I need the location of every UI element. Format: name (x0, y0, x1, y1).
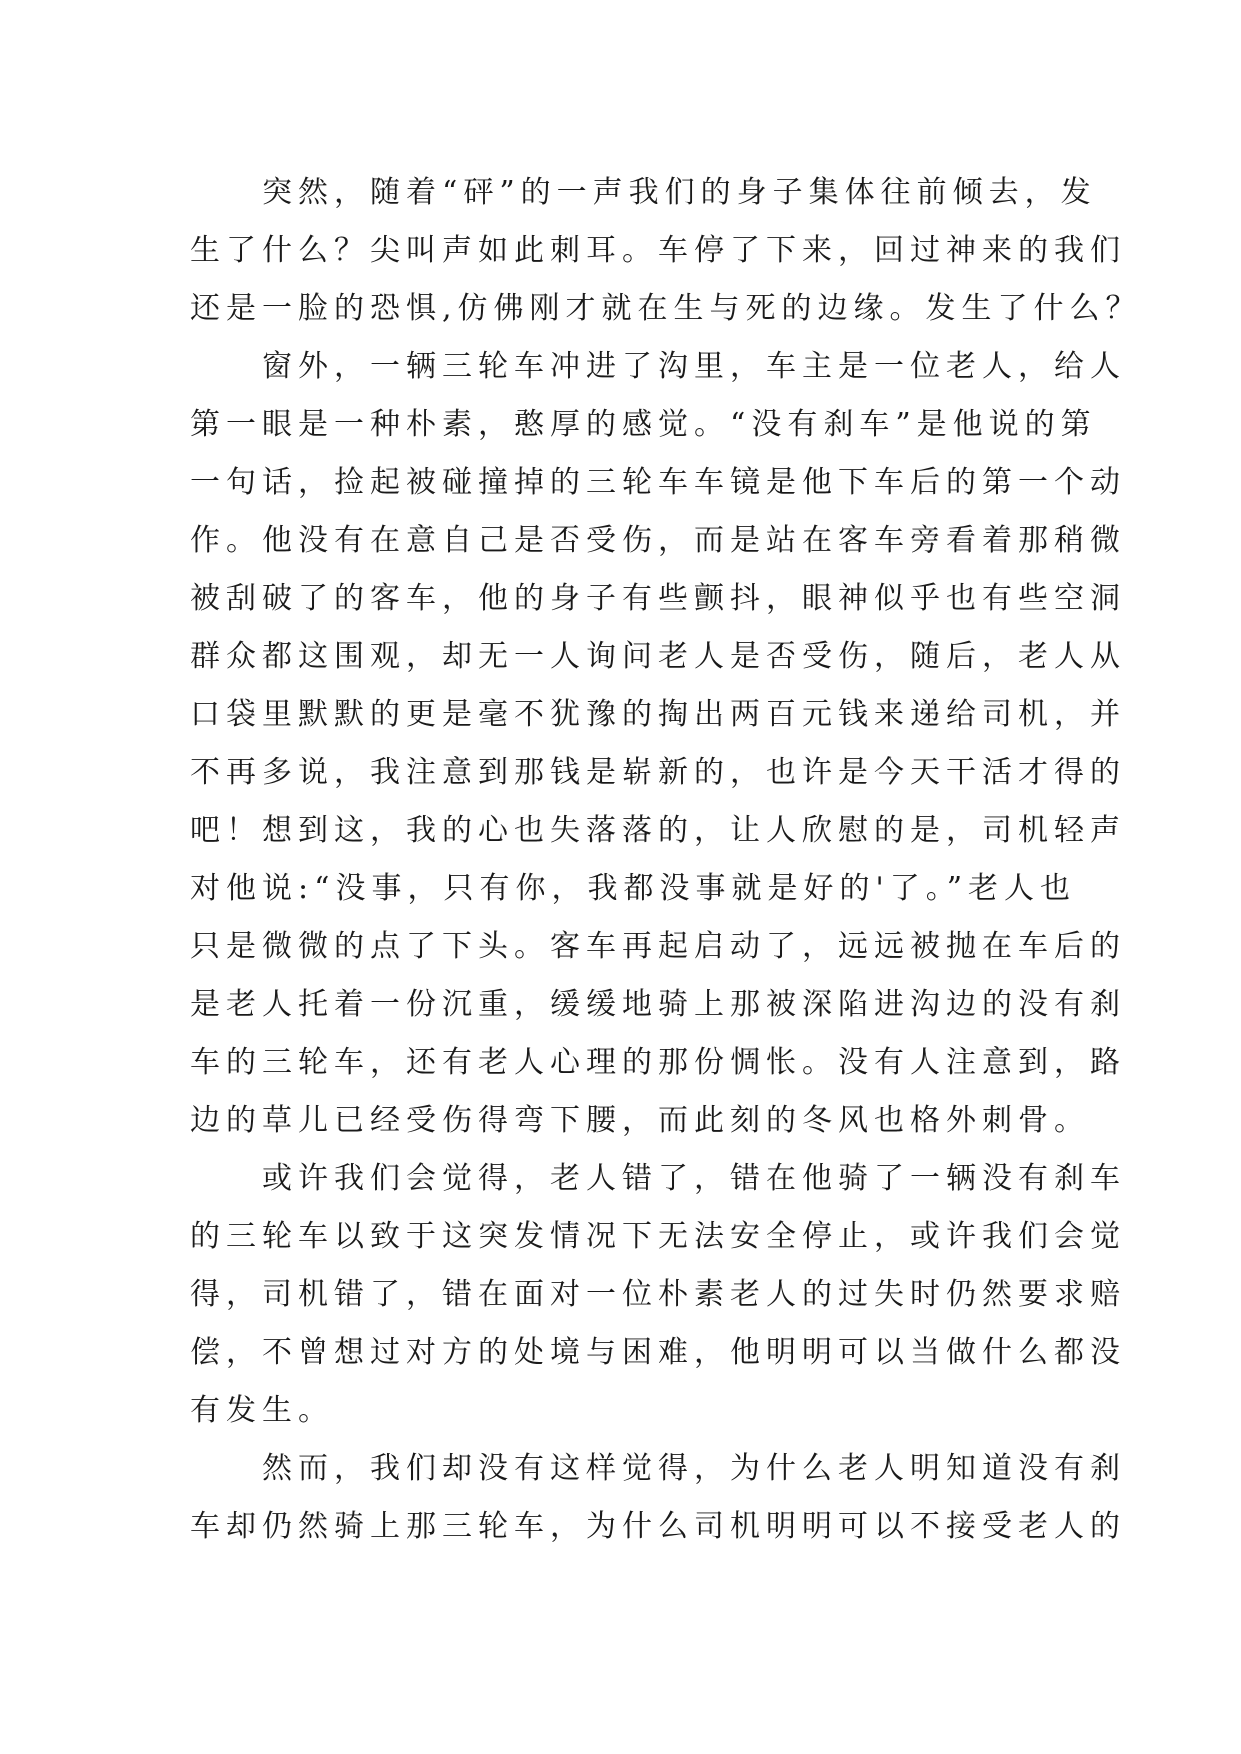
text-line: 车却仍然骑上那三轮车，为什么司机明明可以不接受老人的 (190, 1509, 1126, 1544)
text-line: 只是微微的点了下头。客车再起启动了，远远被抛在车后的 (190, 929, 1126, 964)
text-line: 吧！想到这，我的心也失落落的，让人欣慰的是，司机轻声 (190, 813, 1126, 848)
text-line: 生了什么？尖叫声如此刺耳。车停了下来，回过神来的我们 (190, 233, 1126, 268)
text-line: 作。他没有在意自己是否受伤，而是站在客车旁看着那稍微 (190, 523, 1126, 558)
text-line: 群众都这围观，却无一人询问老人是否受伤，随后，老人从 (190, 639, 1126, 674)
text-line: 窗外，一辆三轮车冲进了沟里，车主是一位老人，给人 (190, 349, 1126, 384)
text-line: 不再多说，我注意到那钱是崭新的，也许是今天干活才得的 (190, 755, 1126, 790)
text-line: 有发生。 (190, 1393, 334, 1428)
text-line: 被刮破了的客车，他的身子有些颤抖，眼神似乎也有些空洞 (190, 581, 1126, 616)
text-line: 对他说:“没事，只有你，我都没事就是好的'了。”老人也 (190, 871, 1077, 906)
text-line: 第一眼是一种朴素，憨厚的感觉。“没有刹车”是他说的第 (190, 407, 1097, 442)
text-line: 车的三轮车，还有老人心理的那份惆怅。没有人注意到，路 (190, 1045, 1126, 1080)
text-line: 的三轮车以致于这突发情况下无法安全停止，或许我们会觉 (190, 1219, 1126, 1254)
text-line: 边的草儿已经受伤得弯下腰，而此刻的冬风也格外刺骨。 (190, 1103, 1090, 1138)
text-line: 然而，我们却没有这样觉得，为什么老人明知道没有刹 (190, 1451, 1126, 1486)
text-line: 一句话，捡起被碰撞掉的三轮车车镜是他下车后的第一个动 (190, 465, 1126, 500)
text-line: 口袋里默默的更是毫不犹豫的掏出两百元钱来递给司机，并 (190, 697, 1126, 732)
text-line: 偿，不曾想过对方的处境与困难，他明明可以当做什么都没 (190, 1335, 1126, 1370)
body-text (190, 164, 1142, 1556)
text-line: 或许我们会觉得，老人错了，错在他骑了一辆没有刹车 (190, 1161, 1126, 1196)
text-line: 突然，随着“砰”的一声我们的身子集体往前倾去，发 (190, 175, 1097, 210)
text-line: 还是一脸的恐惧,仿佛刚才就在生与死的边缘。发生了什么？ (190, 291, 1142, 326)
text-line: 是老人托着一份沉重，缓缓地骑上那被深陷进沟边的没有刹 (190, 987, 1126, 1022)
text-line: 得，司机错了，错在面对一位朴素老人的过失时仍然要求赔 (190, 1277, 1126, 1312)
